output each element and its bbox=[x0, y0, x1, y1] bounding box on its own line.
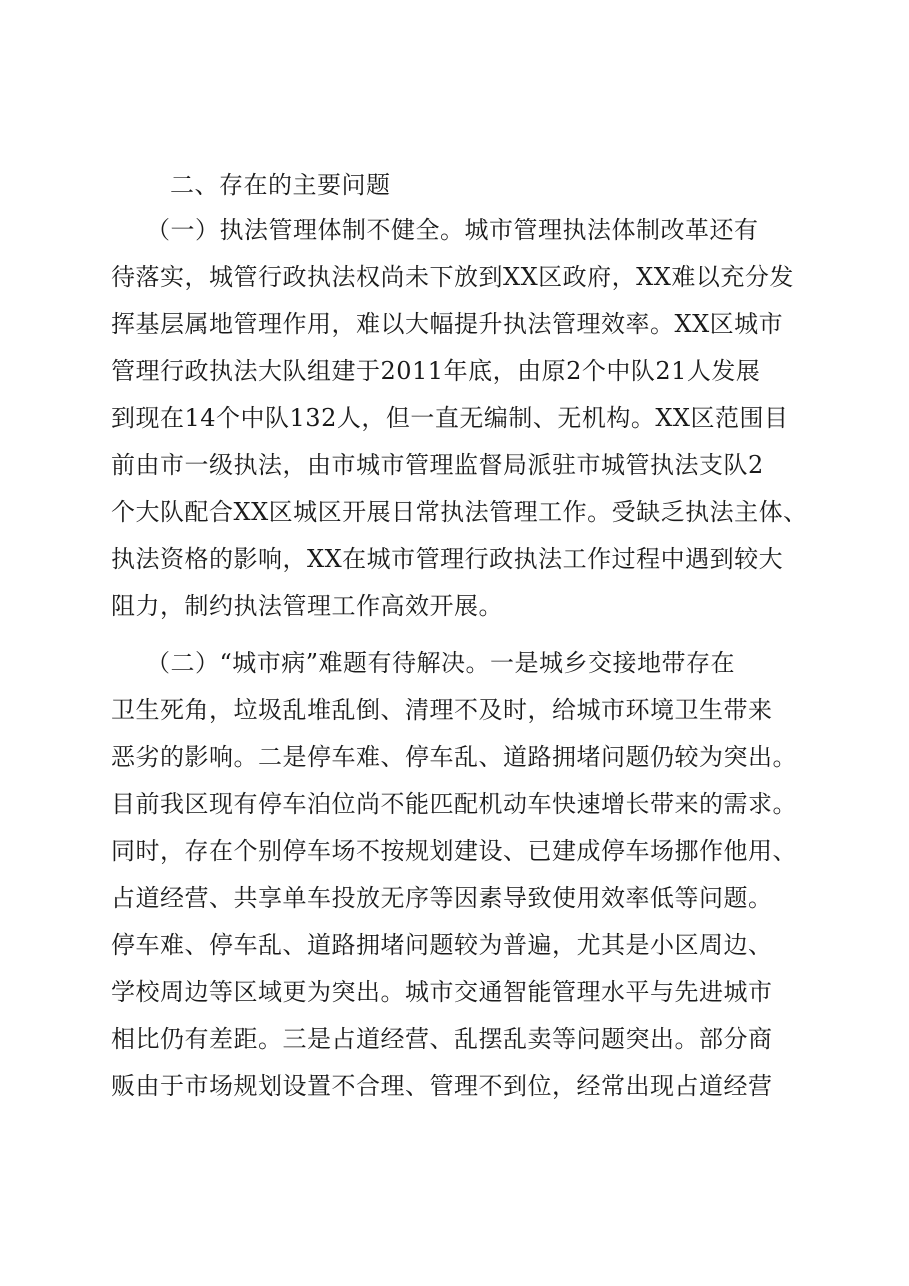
paragraph-line: 卫生死角，垃圾乱堆乱倒、清理不及时，给城市环境卫生带来 bbox=[111, 696, 773, 724]
paragraph-line: 个大队配合XX区城区开展日常执法管理工作。受缺乏执法主体、 bbox=[111, 498, 808, 526]
paragraph-line: 贩由于市场规划设置不合理、管理不到位，经常出现占道经营 bbox=[111, 1072, 773, 1100]
paragraph-line: 阻力，制约执法管理工作高效开展。 bbox=[111, 592, 503, 620]
paragraph-line: （二）“城市病”难题有待解决。一是城乡交接地带存在 bbox=[146, 649, 736, 677]
paragraph-line: 挥基层属地管理作用，难以大幅提升执法管理效率。XX区城市 bbox=[111, 310, 784, 338]
paragraph-line: 到现在14个中队132人，但一直无编制、无机构。XX区范围目 bbox=[111, 404, 789, 432]
paragraph-line: 学校周边等区域更为突出。城市交通智能管理水平与先进城市 bbox=[111, 978, 773, 1006]
paragraph-line: 占道经营、共享单车投放无序等因素导致使用效率低等问题。 bbox=[111, 884, 773, 912]
paragraph-line: （一）执法管理体制不健全。城市管理执法体制改革还有 bbox=[146, 216, 759, 244]
paragraph-line: 同时，存在个别停车场不按规划建设、已建成停车场挪作他用、 bbox=[111, 837, 797, 865]
paragraph-line: 管理行政执法大队组建于2011年底，由原2个中队21人发展 bbox=[111, 357, 761, 385]
paragraph-line: 目前我区现有停车泊位尚不能匹配机动车快速增长带来的需求。 bbox=[111, 790, 797, 818]
paragraph-line: 恶劣的影响。二是停车难、停车乱、道路拥堵问题仍较为突出。 bbox=[111, 743, 797, 771]
paragraph-line: 执法资格的影响，XX在城市管理行政执法工作过程中遇到较大 bbox=[111, 545, 784, 573]
paragraph-line: 待落实，城管行政执法权尚未下放到XX区政府，XX难以充分发 bbox=[111, 263, 794, 291]
paragraph-line: 相比仍有差距。三是占道经营、乱摆乱卖等问题突出。部分商 bbox=[111, 1025, 773, 1053]
paragraph-line: 前由市一级执法，由市城市管理监督局派驻市城管执法支队2 bbox=[111, 451, 764, 479]
section-heading: 二、存在的主要问题 bbox=[170, 171, 391, 199]
paragraph-line: 停车难、停车乱、道路拥堵问题较为普遍，尤其是小区周边、 bbox=[111, 931, 773, 959]
